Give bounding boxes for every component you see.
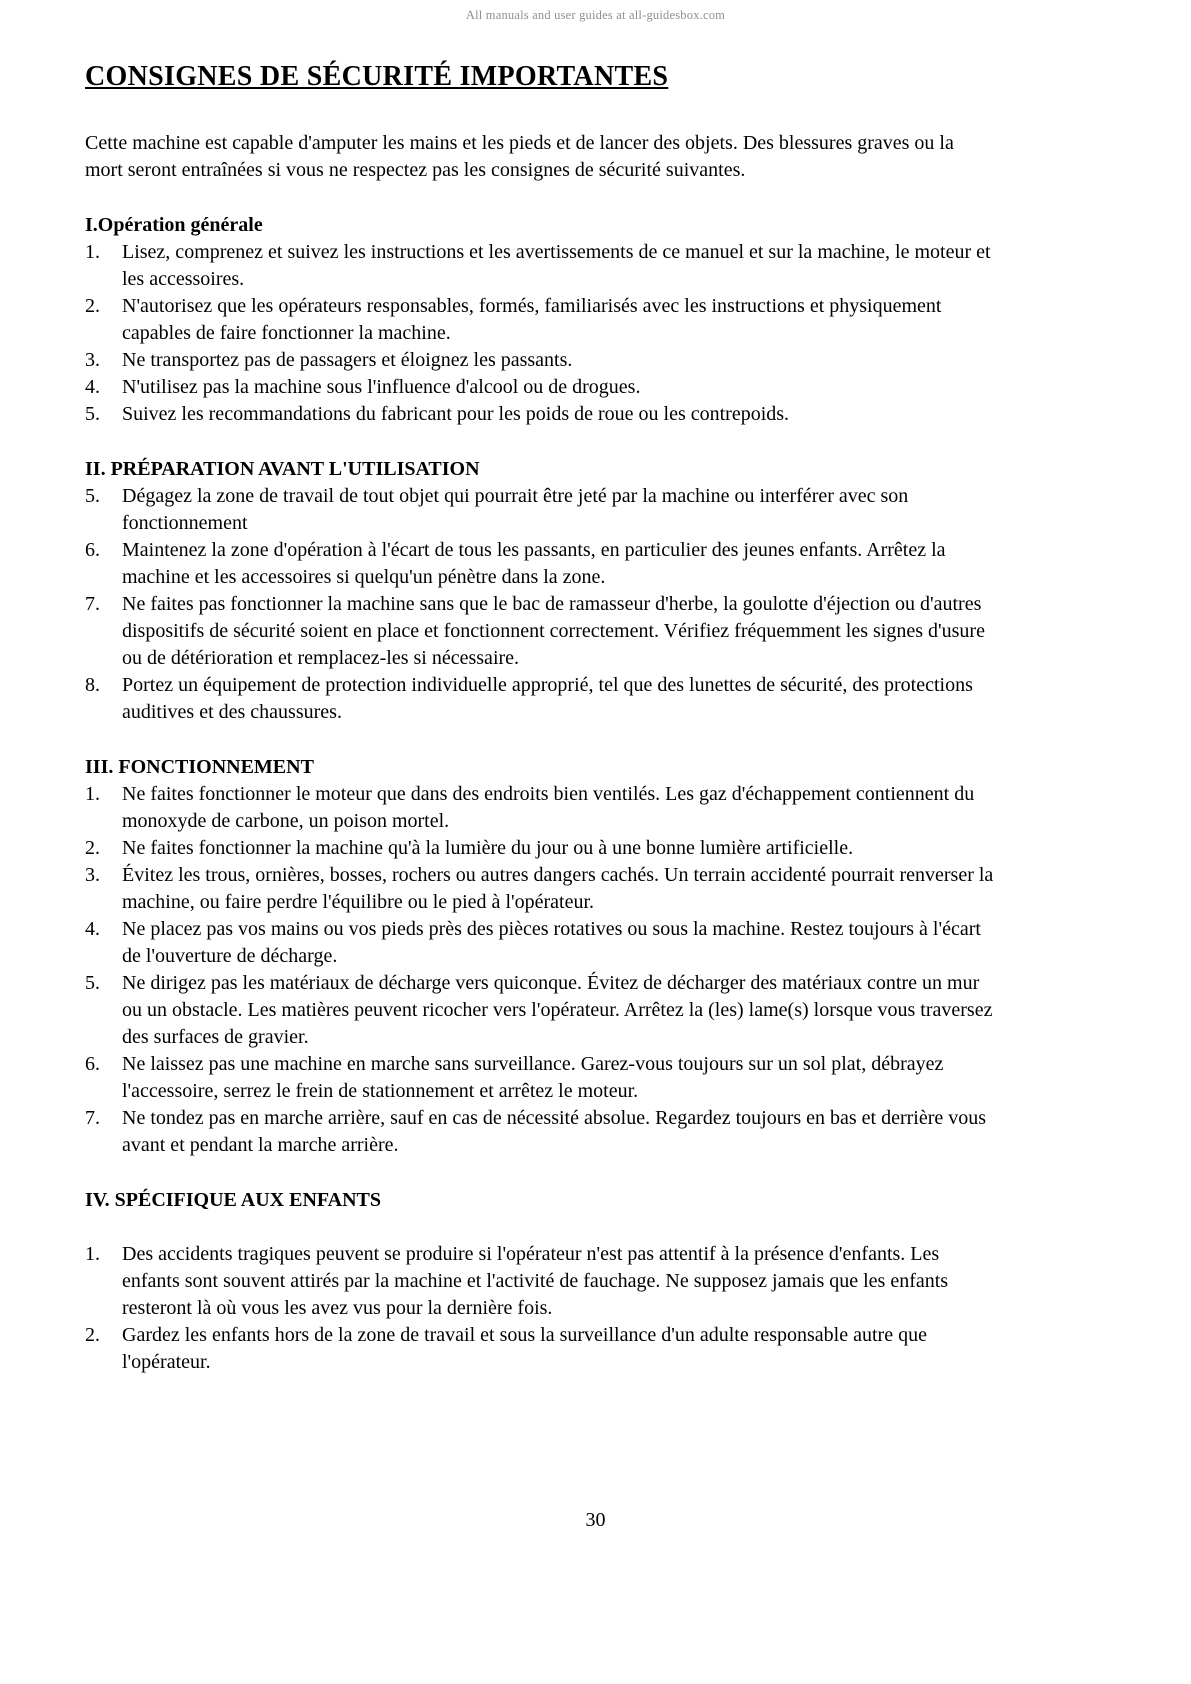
list-item	[85, 862, 996, 916]
section-heading: IV. SPÉCIFIQUE AUX ENFANTS	[85, 1189, 381, 1211]
list-item-number: 7.	[85, 1107, 100, 1129]
list-item	[85, 374, 996, 401]
list-item-text: Ne placez pas vos mains ou vos pieds près des pièces rotatives ou sous la machine. Restez toujours à l'écart de l'ouverture de décharge.	[122, 918, 981, 967]
list-item-number: 5.	[85, 972, 100, 994]
page-title: CONSIGNES DE SÉCURITÉ IMPORTANTES	[85, 61, 669, 92]
list-item-text: N'autorisez que les opérateurs responsables, formés, familiarisés avec les instructions et physiquement capables de faire fonctionner la machine.	[122, 295, 942, 344]
list-item-number: 5.	[85, 403, 100, 425]
section-heading: II. PRÉPARATION AVANT L'UTILISATION	[85, 458, 480, 480]
list-item-number: 4.	[85, 376, 100, 398]
list-item-text: Gardez les enfants hors de la zone de travail et sous la surveillance d'un adulte responsable autre que l'opérateur.	[122, 1324, 927, 1373]
section-heading: III. FONCTIONNEMENT	[85, 756, 314, 778]
list-item	[85, 239, 996, 293]
list-item-text: Lisez, comprenez et suivez les instructions et les avertissements de ce manuel et sur la machine, le moteur et les accessoires.	[122, 241, 991, 290]
list-item-text: Évitez les trous, ornières, bosses, rochers ou autres dangers cachés. Un terrain accidenté pourrait renverser la machine, ou faire perdre l'équilibre ou le pied à l'opérateur.	[122, 864, 994, 913]
list-item-text: Ne laissez pas une machine en marche sans surveillance. Garez-vous toujours sur un sol plat, débrayez l'accessoire, serrez le frein de stationnement et arrêtez le moteur.	[122, 1053, 944, 1102]
list-item-text: Ne dirigez pas les matériaux de décharge vers quiconque. Évitez de décharger des matériaux contre un mur ou un obstacle. Les matières peuvent ricocher vers l'opérateur. Arrêtez la (les) lame(s) lorsque vous traversez des surfaces de gravier.	[122, 972, 993, 1048]
list-item	[85, 916, 996, 970]
list-item	[85, 401, 996, 428]
section-operation	[85, 754, 996, 1159]
list-item-number: 6.	[85, 539, 100, 561]
list-item-number: 7.	[85, 593, 100, 615]
list-item-number: 2.	[85, 1324, 100, 1346]
list-item	[85, 970, 996, 1051]
list-item-number: 8.	[85, 674, 100, 696]
list-item	[85, 781, 996, 835]
list-item-number: 2.	[85, 837, 100, 859]
list-item-text: Portez un équipement de protection individuelle approprié, tel que des lunettes de sécurité, des protections auditives et des chaussures.	[122, 674, 973, 723]
list-item-text: Maintenez la zone d'opération à l'écart de tous les passants, en particulier des jeunes enfants. Arrêtez la machine et les accessoires si quelqu'un pénètre dans la zone.	[122, 539, 946, 588]
list-item-number: 3.	[85, 349, 100, 371]
list-item	[85, 293, 996, 347]
page-number: 30	[585, 1509, 606, 1531]
list-item	[85, 347, 996, 374]
intro-paragraph: Cette machine est capable d'amputer les mains et les pieds et de lancer des objets. Des blessures graves ou la mort seront entraînées si vous ne respectez pas les consignes de sécurité suivantes.	[85, 132, 954, 181]
list-item-number: 5.	[85, 485, 100, 507]
section-preparation	[85, 456, 996, 726]
list-item	[85, 835, 996, 862]
list-item	[85, 1105, 996, 1159]
list-item	[85, 591, 996, 672]
list-item	[85, 1322, 996, 1376]
list-item-text: Ne faites fonctionner le moteur que dans des endroits bien ventilés. Les gaz d'échappement contiennent du monoxyde de carbone, un poison mortel.	[122, 783, 975, 832]
list-item-number: 1.	[85, 1243, 100, 1265]
section-heading: I.Opération générale	[85, 214, 263, 236]
list-item-text: Ne faites fonctionner la machine qu'à la lumière du jour ou à une bonne lumière artificielle.	[122, 837, 854, 859]
list-item-text: Dégagez la zone de travail de tout objet qui pourrait être jeté par la machine ou interférer avec son fonctionnement	[122, 485, 909, 534]
list-item	[85, 483, 996, 537]
list-item	[85, 537, 996, 591]
list-item-number: 1.	[85, 783, 100, 805]
list-item-text: Suivez les recommandations du fabricant pour les poids de roue ou les contrepoids.	[122, 403, 790, 425]
list-item-text: N'utilisez pas la machine sous l'influence d'alcool ou de drogues.	[122, 376, 641, 398]
list-item	[85, 1051, 996, 1105]
list-item-text: Ne transportez pas de passagers et éloignez les passants.	[122, 349, 573, 371]
list-item	[85, 672, 996, 726]
list-item	[85, 1241, 996, 1322]
list-item-text: Des accidents tragiques peuvent se produire si l'opérateur n'est pas attentif à la présence d'enfants. Les enfants sont souvent attirés par la machine et l'activité de fauchage. Ne supposez jamais que les enfants resteront là où vous les avez vus pour la dernière fois.	[122, 1243, 949, 1319]
list-item-number: 1.	[85, 241, 100, 263]
section-general-operation	[85, 212, 996, 428]
list-item-number: 3.	[85, 864, 100, 886]
list-item-number: 4.	[85, 918, 100, 940]
list-item-text: Ne faites pas fonctionner la machine sans que le bac de ramasseur d'herbe, la goulotte d'éjection ou d'autres dispositifs de sécurité soient en place et fonctionnent correctement. Vérifiez fréquemment les signes d'usure ou de détérioration et remplacez-les si nécessaire.	[122, 593, 985, 669]
list-item-text: Ne tondez pas en marche arrière, sauf en cas de nécessité absolue. Regardez toujours en bas et derrière vous avant et pendant la marche arrière.	[122, 1107, 987, 1156]
list-item-number: 6.	[85, 1053, 100, 1075]
watermark-text: All manuals and user guides at all-guidesbox.com	[465, 8, 726, 22]
section-children	[85, 1187, 996, 1376]
list-item-number: 2.	[85, 295, 100, 317]
